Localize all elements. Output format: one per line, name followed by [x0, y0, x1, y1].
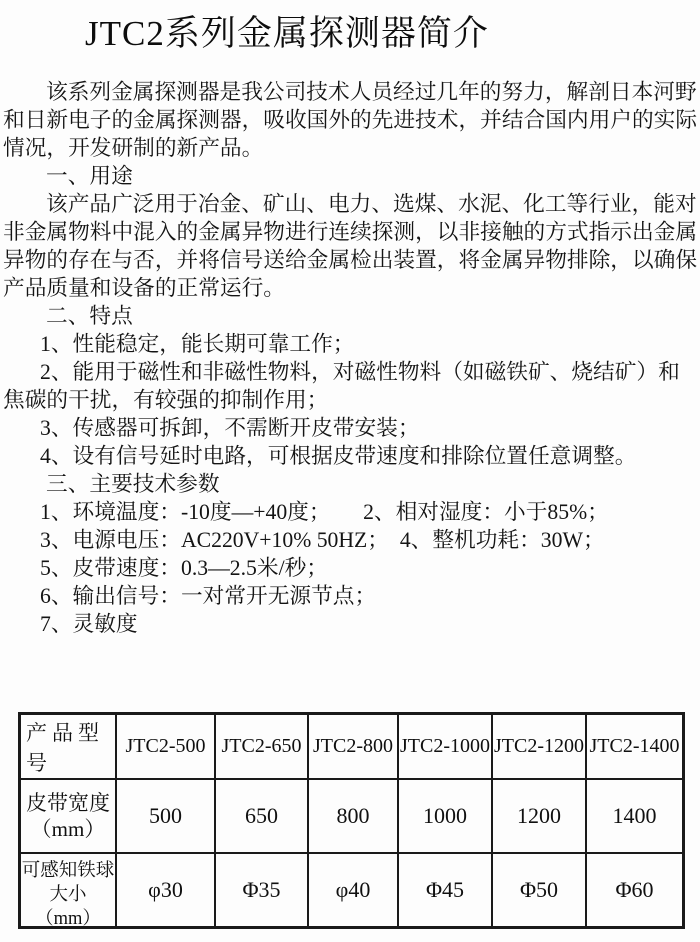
value-cell: 650: [216, 780, 309, 854]
model-cell: JTC2-800: [309, 715, 399, 780]
text-line: 5、皮带速度：0.3—2.5米/秒；: [40, 556, 328, 580]
row-label-line: 皮带宽度: [26, 791, 110, 815]
value-cell: Φ45: [399, 854, 493, 926]
text-line: 3、传感器可拆卸，不需断开皮带安装；: [40, 416, 420, 440]
value-cell: 800: [309, 780, 399, 854]
model-cell: JTC2-1200: [493, 715, 587, 780]
row-label-cell: [21, 780, 117, 854]
document-body: [0, 78, 700, 638]
product-model-header-cell: 产品型号: [21, 715, 117, 780]
text-line: 该产品广泛用于冶金、矿山、电力、选煤、水泥、化工等行业，能对: [46, 192, 697, 216]
model-cell: JTC2-1000: [399, 715, 493, 780]
text-line: 6、输出信号：一对常开无源节点；: [40, 584, 377, 608]
value-cell: Φ35: [216, 854, 309, 926]
row-label-line: （mm）: [35, 909, 101, 926]
value-cell: 1400: [587, 780, 682, 854]
text-line: 焦碳的干扰，有较强的抑制作用；: [3, 388, 329, 412]
value-cell: 500: [117, 780, 216, 854]
text-line: 7、灵敏度: [40, 612, 138, 636]
text-line: 产品质量和设备的正常运行。: [3, 276, 285, 300]
text-line: 异物的存在与否，并将信号送给金属检出装置，将金属异物排除，以确保: [3, 248, 698, 272]
value-cell: 1000: [399, 780, 493, 854]
row-label-cell: [21, 854, 117, 926]
page-title: JTC2系列金属探测器简介: [85, 14, 489, 53]
model-cell: JTC2-650: [216, 715, 309, 780]
spec-table: [18, 712, 685, 929]
text-line: 4、设有信号延时电路，可根据皮带速度和排除位置任意调整。: [40, 444, 637, 468]
text-line: 和日新电子的金属探测器，吸收国外的先进技术，并结合国内用户的实际: [3, 108, 698, 132]
model-cell: JTC2-500: [117, 715, 216, 780]
text-line: 一、用途: [46, 164, 133, 188]
row-label-line: 大小: [49, 885, 87, 905]
value-cell: Φ50: [493, 854, 587, 926]
text-line: 二、特点: [46, 304, 133, 328]
text-line: 3、电源电压：AC220V+10% 50HZ； 4、整机功耗：30W；: [40, 528, 605, 552]
value-cell: φ40: [309, 854, 399, 926]
text-line: 三、主要技术参数: [46, 472, 220, 496]
text-line: 该系列金属探测器是我公司技术人员经过几年的努力，解剖日本河野: [46, 80, 697, 104]
text-line: 1、环境温度：-10度—+40度； 2、相对湿度：小于85%；: [40, 500, 609, 524]
value-cell: φ30: [117, 854, 216, 926]
row-label-line: 可感知铁球: [21, 861, 115, 881]
model-cell: JTC2-1400: [587, 715, 682, 780]
text-line: 情况，开发研制的新产品。: [3, 136, 264, 160]
value-cell: 1200: [493, 780, 587, 854]
text-line: 2、能用于磁性和非磁性物料，对磁性物料（如磁铁矿、烧结矿）和: [40, 360, 680, 384]
row-label-line: （mm）: [30, 817, 106, 841]
text-line: 1、性能稳定，能长期可靠工作；: [40, 332, 355, 356]
text-line: 非金属物料中混入的金属异物进行连续探测，以非接触的方式指示出金属: [3, 220, 698, 244]
value-cell: Φ60: [615, 877, 654, 902]
